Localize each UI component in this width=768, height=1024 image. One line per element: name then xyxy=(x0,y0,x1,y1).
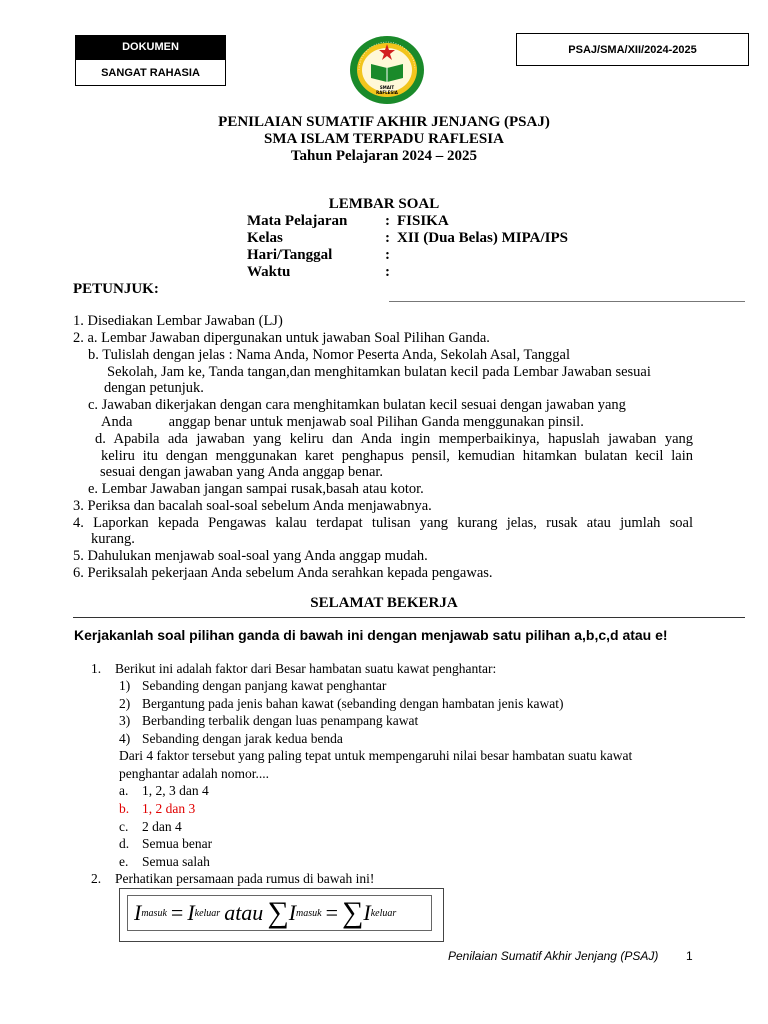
instructions-heading: PETUNJUK: xyxy=(73,281,159,297)
option-text: 2 dan 4 xyxy=(142,819,182,834)
instruction-line: 3. Periksa dan bacalah soal-soal sebelum Anda menjawabnya. xyxy=(73,498,432,514)
question-number: 2. xyxy=(91,871,102,886)
instruction-line: b. Tulislah dengan jelas : Nama Anda, Nomor Peserta Anda, Sekolah Asal, Tanggal xyxy=(88,347,570,363)
question-prompt: Dari 4 faktor tersebut yang paling tepat untuk mempengaruhi nilai besar hambatan suatu kawat xyxy=(119,748,633,763)
instruction-line: dengan petunjuk. xyxy=(104,380,204,396)
school-logo-icon xyxy=(347,34,427,106)
option-text: 1, 2, 3 dan 4 xyxy=(142,783,209,798)
question-prompt: penghantar adalah nomor.... xyxy=(119,766,269,781)
page-footer: Penilaian Sumatif Akhir Jenjang (PSAJ) xyxy=(448,949,659,963)
svg-text:RAFLESIA: RAFLESIA xyxy=(376,90,398,95)
option-letter: e. xyxy=(119,854,129,869)
kirchhoff-formula: I masuk = I keluar atau ∑ I masuk = ∑ I keluar xyxy=(127,895,432,931)
info-colon: : xyxy=(385,230,390,246)
factor-text: Sebanding dengan jarak kedua benda xyxy=(142,731,343,746)
info-colon: : xyxy=(385,264,390,280)
factor-text: Sebanding dengan panjang kawat penghantar xyxy=(142,678,387,693)
option-letter: b. xyxy=(119,801,130,816)
factor-number: 3) xyxy=(119,713,131,728)
info-key: Hari/Tanggal xyxy=(247,247,333,263)
document-code: PSAJ/SMA/XII/2024-2025 xyxy=(516,33,749,66)
question-instruction: Kerjakanlah soal pilihan ganda di bawah ini dengan menjawab satu pilihan a,b,c,d atau e! xyxy=(74,627,668,643)
exam-title: PENILAIAN SUMATIF AKHIR JENJANG (PSAJ) xyxy=(218,114,550,130)
question-number: 1. xyxy=(91,661,102,676)
sum-icon: ∑ xyxy=(267,896,289,929)
instruction-line: 4. Laporkan kepada Pengawas kalau terdapat tulisan yang kurang jelas, rusak atau jumlah soal xyxy=(73,515,693,531)
instruction-line: c. Jawaban dikerjakan dengan cara menghitamkan bulatan kecil sesuai dengan jawaban yang xyxy=(88,397,626,413)
option-text: Semua benar xyxy=(142,836,213,851)
instruction-line: Anda anggap benar untuk menjawab soal Pilihan Ganda menggunakan pinsil. xyxy=(101,414,584,430)
factor-number: 1) xyxy=(119,678,131,693)
divider xyxy=(389,301,745,302)
info-colon: : xyxy=(385,247,390,263)
instruction-line: keliru itu dengan menggunakan karet penghapus pensil, kemudian hitamkan bulatan kecil lain xyxy=(101,448,693,464)
instruction-line: 2. a. Lembar Jawaban dipergunakan untuk jawaban Soal Pilihan Ganda. xyxy=(73,330,490,346)
page-number: 1 xyxy=(686,949,693,963)
confidential-label: SANGAT RAHASIA xyxy=(75,59,226,86)
option-letter: c. xyxy=(119,819,129,834)
academic-year: Tahun Pelajaran 2024 – 2025 xyxy=(290,148,478,164)
info-value: XII (Dua Belas) MIPA/IPS xyxy=(397,230,568,246)
sheet-title: LEMBAR SOAL xyxy=(328,196,440,212)
factor-number: 4) xyxy=(119,731,131,746)
instruction-line: 5. Dahulukan menjawab soal-soal yang Anda anggap mudah. xyxy=(73,548,428,564)
option-text: Semua salah xyxy=(142,854,210,869)
instruction-line: kurang. xyxy=(91,531,135,547)
option-text-highlighted: 1, 2 dan 3 xyxy=(142,801,196,816)
info-key: Waktu xyxy=(247,264,291,280)
instruction-line: 1. Disediakan Lembar Jawaban (LJ) xyxy=(73,313,283,329)
factor-number: 2) xyxy=(119,696,131,711)
instruction-line: sesuai dengan jawaban yang Anda anggap benar. xyxy=(100,464,384,480)
option-letter: d. xyxy=(119,836,130,851)
factor-text: Bergantung pada jenis bahan kawat (sebanding dengan hambatan jenis kawat) xyxy=(142,696,564,711)
option-letter: a. xyxy=(119,783,129,798)
formula-image xyxy=(119,888,444,942)
school-name: SMA ISLAM TERPADU RAFLESIA xyxy=(264,131,504,147)
divider xyxy=(73,617,745,618)
factor-text: Berbanding terbalik dengan luas penampang kawat xyxy=(142,713,419,728)
info-key: Mata Pelajaran xyxy=(247,213,348,229)
question-text: Berikut ini adalah faktor dari Besar hambatan suatu kawat penghantar: xyxy=(115,661,497,676)
closing-greeting: SELAMAT BEKERJA xyxy=(310,595,458,611)
document-label: DOKUMEN xyxy=(75,35,226,59)
instruction-line: Sekolah, Jam ke, Tanda tangan,dan menghitamkan bulatan kecil pada Lembar Jawaban sesuai xyxy=(107,364,651,380)
sum-icon: ∑ xyxy=(342,896,364,929)
instruction-line: d. Apabila ada jawaban yang keliru dan Anda ingin memperbaikinya, hapuslah jawaban yang xyxy=(95,431,693,447)
question-text: Perhatikan persamaan pada rumus di bawah ini! xyxy=(115,871,375,886)
svg-text:SMAIT: SMAIT xyxy=(379,85,395,90)
instruction-line: 6. Periksalah pekerjaan Anda sebelum Anda serahkan kepada pengawas. xyxy=(73,565,493,581)
info-colon: : xyxy=(385,213,390,229)
info-value: FISIKA xyxy=(397,213,449,229)
info-key: Kelas xyxy=(247,230,283,246)
instruction-line: e. Lembar Jawaban jangan sampai rusak,basah atau kotor. xyxy=(88,481,424,497)
